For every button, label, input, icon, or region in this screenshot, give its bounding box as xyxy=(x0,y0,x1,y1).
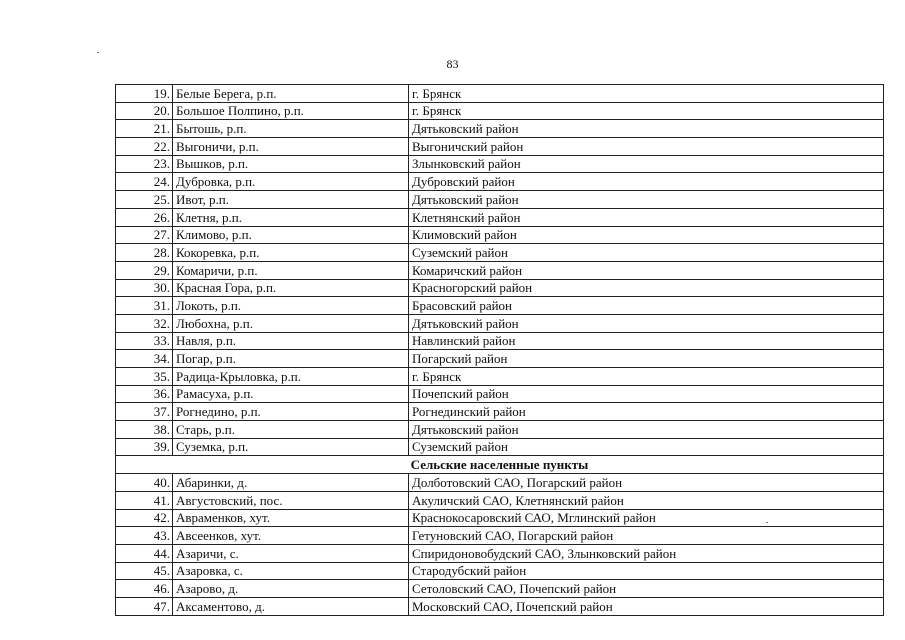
row-number: 27. xyxy=(116,226,173,244)
district-name: Рогнединский район xyxy=(409,403,884,421)
table-row xyxy=(116,421,884,439)
settlement-name: Кокоревка, р.п. xyxy=(173,244,409,262)
district-name: Красногорский район xyxy=(409,279,884,297)
table-row xyxy=(116,314,884,332)
table-row xyxy=(116,474,884,492)
table-row xyxy=(116,173,884,191)
table-row xyxy=(116,438,884,456)
page-number: 83 xyxy=(446,57,459,71)
table-row xyxy=(116,138,884,156)
settlement-name: Навля, р.п. xyxy=(173,332,409,350)
settlement-name: Старь, р.п. xyxy=(173,421,409,439)
district-name: Краснокосаровский САО, Мглинский район xyxy=(409,509,884,527)
row-number: 47. xyxy=(116,597,173,615)
row-number: 25. xyxy=(116,191,173,209)
district-name: Дятьковский район xyxy=(409,120,884,138)
district-name: г. Брянск xyxy=(409,85,884,103)
table-row xyxy=(116,562,884,580)
row-number: 22. xyxy=(116,138,173,156)
table-row xyxy=(116,580,884,598)
settlement-name: Авсеенков, хут. xyxy=(173,527,409,545)
row-number: 19. xyxy=(116,85,173,103)
row-number: 42. xyxy=(116,509,173,527)
table-row xyxy=(116,208,884,226)
table-row xyxy=(116,509,884,527)
settlement-name: Азаричи, с. xyxy=(173,544,409,562)
district-name: Дубровский район xyxy=(409,173,884,191)
district-name: Навлинский район xyxy=(409,332,884,350)
table-row xyxy=(116,403,884,421)
district-name: Комаричский район xyxy=(409,261,884,279)
row-number: 32. xyxy=(116,314,173,332)
table-row xyxy=(116,191,884,209)
settlement-name: Комаричи, р.п. xyxy=(173,261,409,279)
table-row xyxy=(116,244,884,262)
settlement-name: Большое Полпино, р.п. xyxy=(173,102,409,120)
table-row xyxy=(116,279,884,297)
district-name: Брасовский район xyxy=(409,297,884,315)
row-number: 30. xyxy=(116,279,173,297)
settlement-name: Клетня, р.п. xyxy=(173,208,409,226)
row-number: 24. xyxy=(116,173,173,191)
scan-speck xyxy=(97,52,99,53)
row-number: 36. xyxy=(116,385,173,403)
table-row xyxy=(116,491,884,509)
settlement-name: Дубровка, р.п. xyxy=(173,173,409,191)
settlement-name: Аксаментово, д. xyxy=(173,597,409,615)
district-name: Московский САО, Почепский район xyxy=(409,597,884,615)
settlement-name: Авраменков, хут. xyxy=(173,509,409,527)
table-row xyxy=(116,544,884,562)
settlement-name: Выгоничи, р.п. xyxy=(173,138,409,156)
row-number: 28. xyxy=(116,244,173,262)
row-number: 34. xyxy=(116,350,173,368)
district-name: г. Брянск xyxy=(409,102,884,120)
settlement-name: Азарово, д. xyxy=(173,580,409,598)
row-number: 41. xyxy=(116,491,173,509)
settlement-name: Локоть, р.п. xyxy=(173,297,409,315)
district-name: Долботовский САО, Погарский район xyxy=(409,474,884,492)
table-row xyxy=(116,332,884,350)
table-row xyxy=(116,350,884,368)
settlement-name: Абаринки, д. xyxy=(173,474,409,492)
table-row xyxy=(116,597,884,615)
district-name: Суземский район xyxy=(409,438,884,456)
district-name: Гетуновский САО, Погарский район xyxy=(409,527,884,545)
district-name: Стародубский район xyxy=(409,562,884,580)
row-number: 35. xyxy=(116,368,173,386)
district-name: г. Брянск xyxy=(409,368,884,386)
settlement-name: Рогнедино, р.п. xyxy=(173,403,409,421)
settlement-name: Ивот, р.п. xyxy=(173,191,409,209)
table-row xyxy=(116,527,884,545)
row-number: 33. xyxy=(116,332,173,350)
table-row xyxy=(116,102,884,120)
row-number: 29. xyxy=(116,261,173,279)
row-number: 43. xyxy=(116,527,173,545)
settlements-table xyxy=(115,84,884,616)
table-row xyxy=(116,297,884,315)
settlement-name: Вышков, р.п. xyxy=(173,155,409,173)
row-number: 31. xyxy=(116,297,173,315)
district-name: Дятьковский район xyxy=(409,314,884,332)
table-row xyxy=(116,385,884,403)
table-row xyxy=(116,120,884,138)
district-name: Спиридоновобудский САО, Злынковский район xyxy=(409,544,884,562)
settlement-name: Погар, р.п. xyxy=(173,350,409,368)
settlement-name: Белые Берега, р.п. xyxy=(173,85,409,103)
row-number: 37. xyxy=(116,403,173,421)
district-name: Выгоничский район xyxy=(409,138,884,156)
table-row xyxy=(116,155,884,173)
district-name: Акуличский САО, Клетнянский район xyxy=(409,491,884,509)
settlement-name: Красная Гора, р.п. xyxy=(173,279,409,297)
district-name: Суземский район xyxy=(409,244,884,262)
district-name: Дятьковский район xyxy=(409,421,884,439)
district-name: Дятьковский район xyxy=(409,191,884,209)
table-row xyxy=(116,226,884,244)
settlement-name: Радица-Крыловка, р.п. xyxy=(173,368,409,386)
row-number: 26. xyxy=(116,208,173,226)
row-number: 39. xyxy=(116,438,173,456)
table-row xyxy=(116,85,884,103)
row-number: 40. xyxy=(116,474,173,492)
settlement-name: Любохна, р.п. xyxy=(173,314,409,332)
settlement-name: Рамасуха, р.п. xyxy=(173,385,409,403)
settlement-name: Суземка, р.п. xyxy=(173,438,409,456)
table-row xyxy=(116,261,884,279)
settlement-name: Августовский, пос. xyxy=(173,491,409,509)
section-row xyxy=(116,456,884,474)
district-name: Сетоловский САО, Почепский район xyxy=(409,580,884,598)
district-name: Злынковский район xyxy=(409,155,884,173)
section-heading: Сельские населенные пункты xyxy=(116,456,884,474)
row-number: 20. xyxy=(116,102,173,120)
settlement-name: Бытошь, р.п. xyxy=(173,120,409,138)
row-number: 46. xyxy=(116,580,173,598)
row-number: 45. xyxy=(116,562,173,580)
district-name: Клетнянский район xyxy=(409,208,884,226)
district-name: Почепский район xyxy=(409,385,884,403)
row-number: 23. xyxy=(116,155,173,173)
district-name: Климовский район xyxy=(409,226,884,244)
table-row xyxy=(116,368,884,386)
settlement-name: Азаровка, с. xyxy=(173,562,409,580)
row-number: 44. xyxy=(116,544,173,562)
row-number: 38. xyxy=(116,421,173,439)
settlement-name: Климово, р.п. xyxy=(173,226,409,244)
district-name: Погарский район xyxy=(409,350,884,368)
row-number: 21. xyxy=(116,120,173,138)
